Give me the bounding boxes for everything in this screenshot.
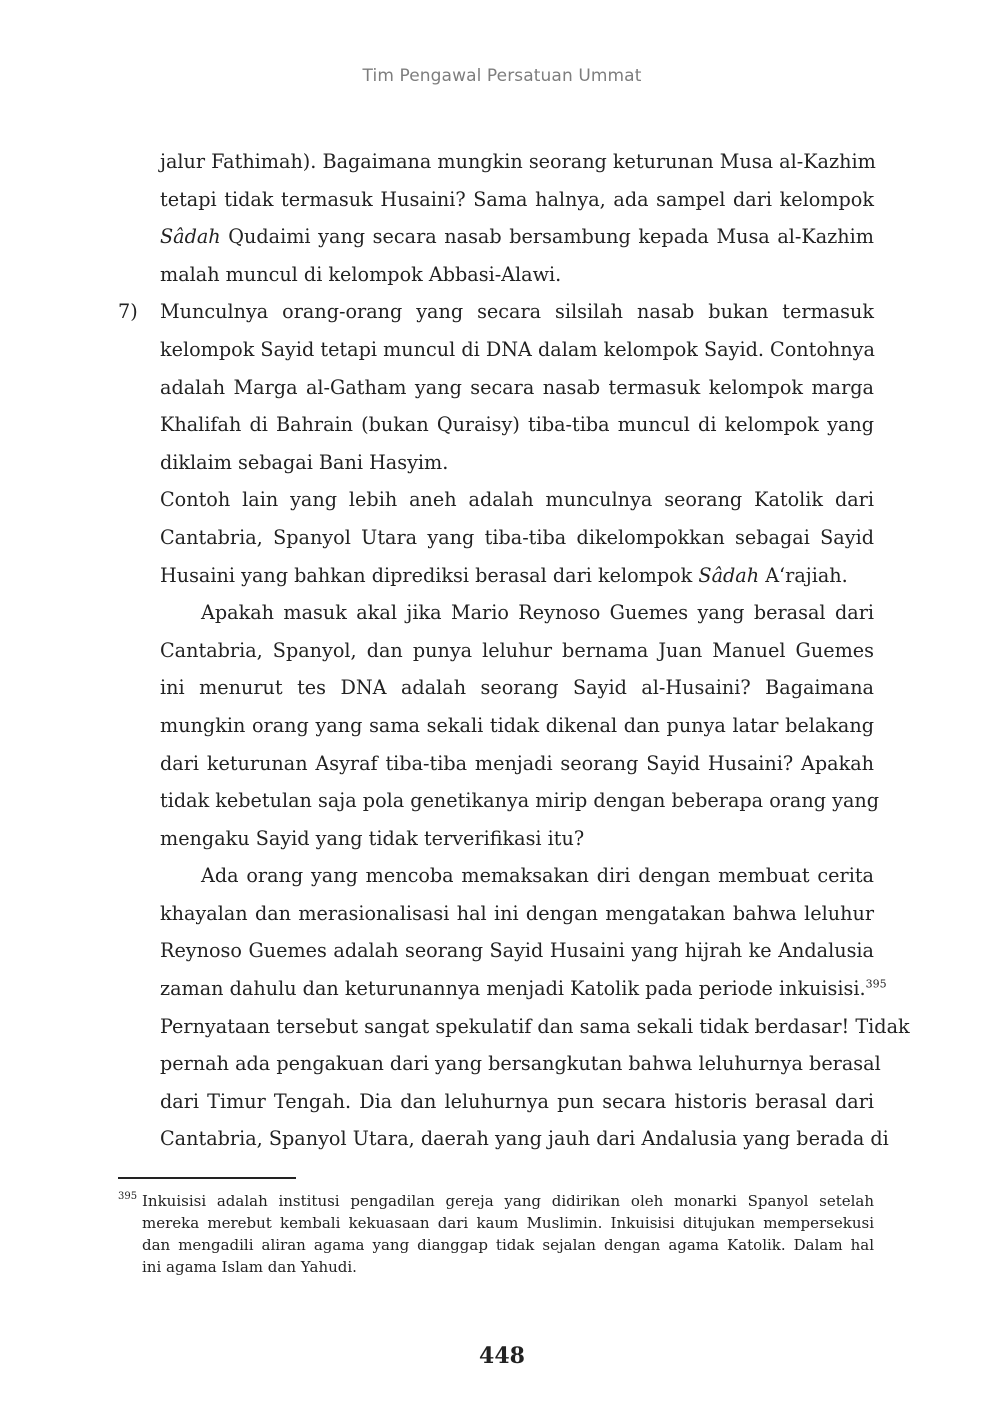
- paragraph-apakah: [160, 594, 880, 857]
- italic-term: Sâdah: [160, 225, 221, 249]
- paragraph-ada: [160, 857, 910, 1158]
- footnote-395: [118, 1190, 874, 1278]
- text-line: tidak kebetulan saja pola genetikanya mirip dengan beberapa orang yang: [160, 789, 880, 813]
- text-line: Apakah masuk akal jika Mario Reynoso Guemes yang berasal dari: [201, 601, 874, 625]
- running-header: Tim Pengawal Persatuan Ummat: [362, 66, 642, 86]
- text-line: [160, 557, 874, 595]
- text-line: Cantabria, Spanyol, dan punya leluhur bernama Juan Manuel Guemes: [160, 638, 874, 662]
- text-line: diklaim sebagai Bani Hasyim.: [160, 450, 449, 474]
- text-line: mungkin orang yang sama sekali tidak dikenal dan punya latar belakang: [160, 713, 874, 737]
- list-number: 7): [118, 300, 138, 324]
- page-number: 448: [479, 1343, 525, 1369]
- text-line: tetapi tidak termasuk Husaini? Sama halnya, ada sampel dari kelompok: [160, 187, 874, 211]
- text-fragment: A‘rajiah.: [759, 563, 848, 587]
- text-line: Cantabria, Spanyol Utara yang tiba-tiba dikelompokkan sebagai Sayid: [160, 525, 874, 549]
- continuation-paragraph: [160, 143, 874, 293]
- text-line: Pernyataan tersebut sangat spekulatif dan sama sekali tidak berdasar! Tidak: [160, 1014, 910, 1038]
- text-line: Contoh lain yang lebih aneh adalah munculnya seorang Katolik dari: [160, 488, 874, 512]
- text-line: khayalan dan merasionalisasi hal ini dengan mengatakan bahwa leluhur: [160, 901, 874, 925]
- text-line: adalah Marga al-Gatham yang secara nasab termasuk kelompok marga: [160, 375, 874, 399]
- body-text: [118, 143, 910, 1158]
- text-line: Khalifah di Bahrain (bukan Quraisy) tiba-tiba muncul di kelompok yang: [160, 413, 874, 437]
- text-line: [160, 970, 887, 1008]
- text-line: mengaku Sayid yang tidak terverifikasi itu?: [160, 826, 585, 850]
- text-line: jalur Fathimah). Bagaimana mungkin seorang keturunan Musa al-Kazhim: [160, 150, 876, 173]
- text-line: kelompok Sayid tetapi muncul di DNA dalam kelompok Sayid. Contohnya: [160, 337, 875, 361]
- footnote-body: [142, 1190, 874, 1278]
- footnote-number: 395: [118, 1191, 138, 1202]
- text-line: Cantabria, Spanyol Utara, daerah yang jauh dari Andalusia yang berada di: [160, 1127, 889, 1151]
- text-fragment: zaman dahulu dan keturunannya menjadi Katolik pada periode inkuisisi.: [160, 977, 866, 1001]
- text-line: Ada orang yang mencoba memaksakan diri dengan membuat cerita: [201, 864, 874, 888]
- footnote-line: mereka merebut kembali kekuasaan dari kaum Muslimin. Inkuisisi ditujukan mempersekusi: [142, 1214, 874, 1232]
- text-line: Munculnya orang-orang yang secara silsilah nasab bukan termasuk: [160, 300, 874, 324]
- text-line: dari keturunan Asyraf tiba-tiba menjadi seorang Sayid Husaini? Apakah: [160, 751, 874, 775]
- text-line: pernah ada pengakuan dari yang bersangkutan bahwa leluhurnya berasal: [160, 1052, 881, 1076]
- list-item-7: [118, 293, 875, 594]
- footnote-divider: [118, 1177, 296, 1179]
- text-line: dari Timur Tengah. Dia dan leluhurnya pun secara historis berasal dari: [160, 1089, 874, 1113]
- text-fragment: Husaini yang bahkan diprediksi berasal dari kelompok: [160, 563, 699, 587]
- text-fragment: Qudaimi yang secara nasab bersambung kepada Musa al-Kazhim: [228, 225, 874, 249]
- footnote-line: dan mengadili aliran agama yang dianggap tidak sejalan dengan agama Katolik. Dalam hal: [142, 1236, 874, 1254]
- italic-term: Sâdah: [698, 563, 760, 587]
- footnote-reference-link[interactable]: 395: [865, 977, 887, 991]
- text-line: Reynoso Guemes adalah seorang Sayid Husaini yang hijrah ke Andalusia: [160, 939, 874, 963]
- footnote-line: Inkuisisi adalah institusi pengadilan gereja yang didirikan oleh monarki Spanyol setelah: [142, 1192, 874, 1210]
- text-line: [160, 218, 874, 256]
- text-line: ini menurut tes DNA adalah seorang Sayid al-Husaini? Bagaimana: [160, 676, 874, 700]
- footnote-line: ini agama Islam dan Yahudi.: [142, 1258, 357, 1276]
- text-line: malah muncul di kelompok Abbasi-Alawi.: [160, 262, 562, 286]
